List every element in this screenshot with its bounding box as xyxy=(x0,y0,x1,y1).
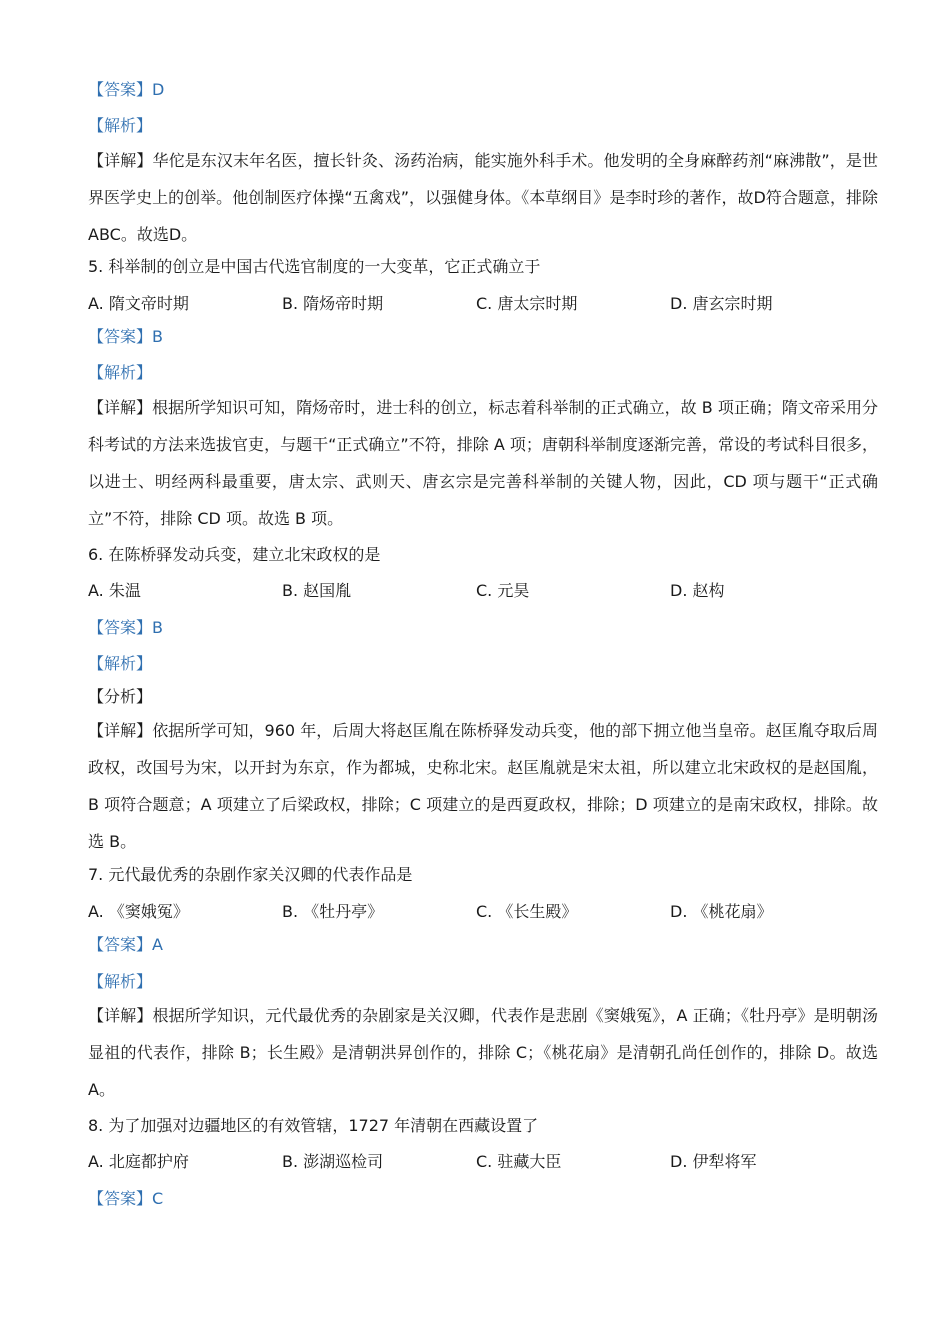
q4-detail xyxy=(88,142,878,253)
q7-answer: 【答案】A xyxy=(88,935,163,954)
detail-tag: 【详解】 xyxy=(88,151,153,170)
q4-answer xyxy=(88,79,878,101)
answer-tag: 【答案】D xyxy=(88,80,165,99)
q5-stem: 5. 科举制的创立是中国古代选官制度的一大变革，它正式确立于 xyxy=(88,257,541,276)
option-c: C. 驻藏大臣 xyxy=(476,1152,562,1171)
option-d: D. 唐玄宗时期 xyxy=(670,294,773,313)
q6-answer: 【答案】B xyxy=(88,618,163,637)
q6-detail: 【详解】依据所学可知，960 年，后周大将赵匡胤在陈桥驿发动兵变，他的部下拥立他当皇帝。赵匡胤夺取后周政权，改国号为宋，以开封为东京，作为都城，史称北宋。赵匡胤就是宋太祖，所以建立北宋政权的是赵国胤，B 项符合题意；A 项建立了后梁政权，排除；C 项建立的是西夏政权，排除；D 项建立的是南宋政权，排除。故选 B。 xyxy=(88,721,878,851)
q5-answer: 【答案】B xyxy=(88,327,163,346)
option-c: C. 唐太宗时期 xyxy=(476,294,578,313)
q6-fenxi: 【分析】 xyxy=(88,687,153,706)
option-d: D. 伊犁将军 xyxy=(670,1152,757,1171)
q8-answer: 【答案】C xyxy=(88,1189,164,1208)
q5-options xyxy=(88,293,878,315)
q7-options xyxy=(88,901,878,923)
q8-options xyxy=(88,1151,878,1173)
q5-jiexi: 【解析】 xyxy=(88,363,153,382)
q6-options xyxy=(88,580,878,602)
option-b: B. 澎湖巡检司 xyxy=(282,1152,384,1171)
option-b: B. 《牡丹亭》 xyxy=(282,902,384,921)
option-a: A. 朱温 xyxy=(88,581,141,600)
q7-jiexi: 【解析】 xyxy=(88,972,153,991)
option-d: D. 赵构 xyxy=(670,581,725,600)
option-a: A. 《窦娥冤》 xyxy=(88,902,189,921)
q8-stem: 8. 为了加强对边疆地区的有效管辖，1727 年清朝在西藏设置了 xyxy=(88,1116,539,1135)
q7-detail: 【详解】根据所学知识，元代最优秀的杂剧家是关汉卿，代表作是悲剧《窦娥冤》，A 正确；《牡丹亭》是明朝汤显祖的代表作，排除 B；长生殿》是清朝洪昇创作的，排除 C；《桃花扇》是清朝孔尚任创作的，排除 D。故选 A。 xyxy=(88,1006,878,1099)
q7-stem: 7. 元代最优秀的杂剧作家关汉卿的代表作品是 xyxy=(88,865,413,884)
option-a: A. 隋文帝时期 xyxy=(88,294,189,313)
option-b: B. 赵国胤 xyxy=(282,581,352,600)
q6-jiexi: 【解析】 xyxy=(88,654,153,673)
q6-stem: 6. 在陈桥驿发动兵变，建立北宋政权的是 xyxy=(88,545,381,564)
option-a: A. 北庭都护府 xyxy=(88,1152,189,1171)
q5-detail: 【详解】根据所学知识可知，隋炀帝时，进士科的创立，标志着科举制的正式确立，故 B 项正确；隋文帝采用分科考试的方法来选拔官吏，与题干“正式确立”不符，排除 A 项；唐朝科举制度逐渐完善，常设的考试科目很多，以进士、明经两科最重要，唐太宗、武则天、唐玄宗是完善科举制的关键人物，因此，CD 项与题干“正式确立”不符，排除 CD 项。故选 B 项。 xyxy=(88,398,878,528)
option-c: C. 《长生殿》 xyxy=(476,902,578,921)
option-c: C. 元昊 xyxy=(476,581,530,600)
detail-text: 华佗是东汉末年名医，擅长针灸、汤药治病，能实施外科手术。他发明的全身麻醉药剂“麻沸散”，是世界医学史上的创举。他创制医疗体操“五禽戏”，以强健身体。《本草纲目》是李时珍的著作，故D符合题意，排除ABC。故选D。 xyxy=(88,151,878,244)
option-d: D. 《桃花扇》 xyxy=(670,902,773,921)
q4-jiexi: 【解析】 xyxy=(88,116,153,135)
option-b: B. 隋炀帝时期 xyxy=(282,294,384,313)
